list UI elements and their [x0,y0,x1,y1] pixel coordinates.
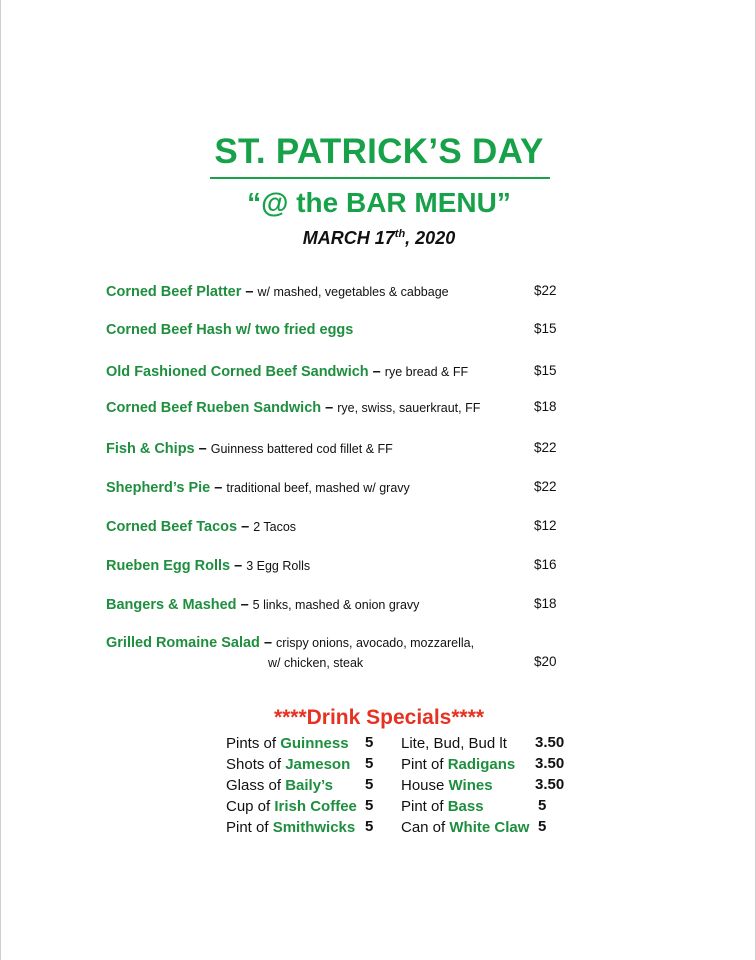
drink-price: 3.50 [535,755,565,772]
drink-price: 5 [365,734,374,751]
page-subtitle: “@ the BAR MENU” [247,187,511,218]
menu-item-dash: – [321,400,338,416]
menu-item-price: $20 [534,654,557,669]
menu-item-name: Corned Beef Tacos [106,519,238,535]
menu-item-description: w/ mashed, vegetables & cabbage [257,285,449,299]
menu-item-description: crispy onions, avocado, mozzarella, [276,636,475,650]
drink-price: 5 [538,797,547,814]
menu-item [106,633,576,673]
menu-item-dash: – [259,635,277,651]
drink-price: 5 [365,818,374,835]
drink-highlight: Radigans [447,756,516,773]
title-underline [210,177,550,179]
menu-item-price: $15 [534,321,557,336]
menu-item [106,320,576,340]
menu-item-price: $15 [534,363,557,378]
drink-highlight: Smithwicks [272,819,356,836]
drink-highlight: Bass [447,798,484,815]
drink-item [401,755,515,775]
menu-item-description-line2: w/ chicken, steak [268,656,364,670]
drink-price: 3.50 [535,776,565,793]
drink-item [401,797,484,817]
menu-item [106,556,576,576]
drink-item [226,755,350,775]
drink-prefix: Can of [401,819,450,836]
menu-item-description: Guinness battered cod fillet & FF [210,442,393,456]
menu-item-dash: – [210,480,227,496]
menu-item-name: Old Fashioned Corned Beef Sandwich [106,364,369,380]
drink-price: 5 [365,797,374,814]
drink-item [226,776,333,796]
drink-highlight: Irish Coffee [274,798,357,815]
drink-highlight: Jameson [285,756,351,773]
date-suffix: th [394,228,406,240]
drink-item [226,818,355,838]
menu-item-name: Grilled Romaine Salad [106,635,260,651]
event-date [1,228,756,249]
drink-highlight: Baily’s [285,777,333,794]
drink-prefix: Shots of [226,756,286,773]
menu-item-description: 3 Egg Rolls [246,559,311,573]
drink-price: 5 [538,818,547,835]
drink-item [226,797,357,817]
date-year: , 2020 [405,228,456,248]
menu-item-name: Fish & Chips [106,441,195,457]
menu-item-name: Corned Beef Rueben Sandwich [106,400,322,416]
menu-item-description: rye, swiss, sauerkraut, FF [337,401,481,415]
drink-prefix: Lite, Bud, Bud lt [401,735,507,752]
menu-item-dash: – [368,364,385,380]
menu-item-price: $22 [534,440,557,455]
drink-item [226,734,349,754]
menu-item-price: $12 [534,518,557,533]
menu-item-dash: – [241,284,258,300]
menu-item-price: $18 [534,596,557,611]
drink-prefix: Cup of [226,798,275,815]
menu-item-name: Rueben Egg Rolls [106,558,231,574]
menu-item-dash: – [230,558,247,574]
drink-prefix: Pints of [226,735,281,752]
drink-item [401,818,529,838]
menu-item-dash: – [236,597,253,613]
drink-highlight: Wines [448,777,493,794]
drink-price: 3.50 [535,734,565,751]
menu-item-dash: – [237,519,254,535]
menu-item-price: $16 [534,557,557,572]
page-title: ST. PATRICK’S DAY [214,132,544,171]
menu-item [106,439,576,459]
drink-highlight: Guinness [280,735,349,752]
drink-highlight: White Claw [449,819,530,836]
drink-prefix: Glass of [226,777,286,794]
drink-item [401,776,493,796]
menu-item [106,398,576,418]
menu-item-dash: – [194,441,211,457]
drink-specials-header: ****Drink Specials**** [273,706,485,729]
menu-item-name: Corned Beef Platter [106,284,242,300]
menu-item-description: rye bread & FF [384,365,469,379]
menu-item-price: $22 [534,479,557,494]
menu-item-description: 5 links, mashed & onion gravy [252,598,420,612]
menu-item-price: $22 [534,283,557,298]
menu-item-name: Bangers & Mashed [106,597,237,613]
menu-item-description: traditional beef, mashed w/ gravy [226,481,410,495]
drink-price: 5 [365,755,374,772]
drink-price: 5 [365,776,374,793]
menu-item [106,282,576,302]
drink-prefix: Pint of [401,756,448,773]
drink-prefix: House [401,777,449,794]
menu-item-description: 2 Tacos [253,520,297,534]
menu-item [106,595,576,615]
menu-item-name: Corned Beef Hash w/ two fried eggs [106,322,354,338]
drink-prefix: Pint of [226,819,273,836]
menu-item [106,478,576,498]
drink-item [401,734,507,754]
menu-item-price: $18 [534,399,557,414]
date-main: MARCH 17 [302,228,395,248]
menu-item-name: Shepherd’s Pie [106,480,211,496]
drink-prefix: Pint of [401,798,448,815]
menu-item [106,517,576,537]
menu-item [106,362,576,382]
